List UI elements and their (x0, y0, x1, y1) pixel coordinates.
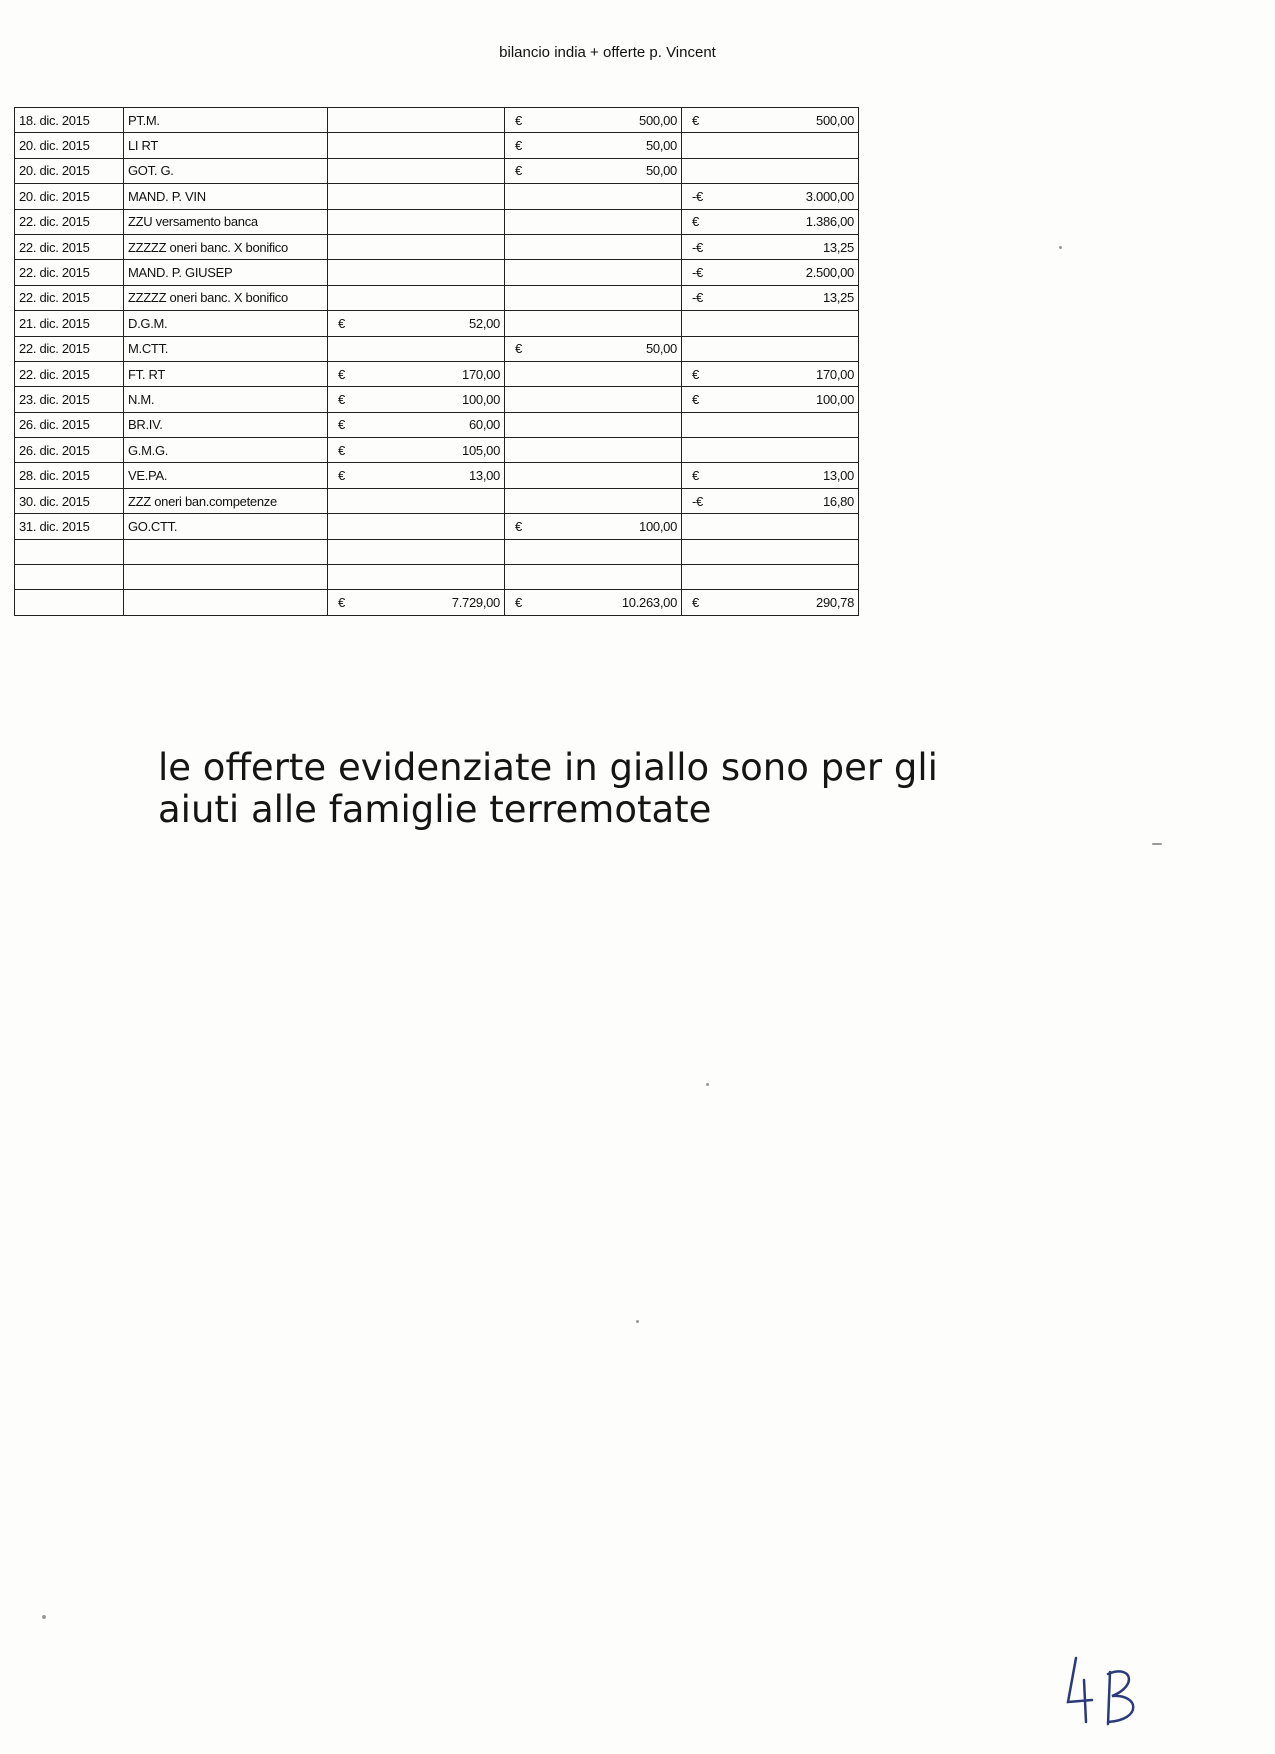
row-description: M.CTT. (124, 336, 328, 361)
currency-symbol: € (692, 595, 699, 611)
amount-cell (328, 565, 505, 590)
currency-symbol: € (692, 366, 699, 382)
currency-symbol: € (515, 112, 522, 128)
amount-cell (505, 108, 682, 133)
row-description: D.G.M. (124, 311, 328, 336)
note-text (158, 747, 938, 831)
row-description: GO.CTT. (124, 514, 328, 539)
amount-cell (328, 234, 505, 259)
amount-value: 10.263,00 (621, 595, 677, 611)
amount-cell (682, 387, 859, 412)
amount-cell (505, 133, 682, 158)
amount-value: 500,00 (816, 112, 854, 128)
row-date: 20. dic. 2015 (15, 184, 124, 209)
amount-cell (682, 260, 859, 285)
amount-cell (682, 488, 859, 513)
ledger-row (15, 336, 859, 361)
amount-cell (328, 539, 505, 564)
amount-value: 7.729,00 (451, 595, 500, 611)
amount-cell (505, 234, 682, 259)
row-description: ZZZZZ oneri banc. X bonifico (124, 234, 328, 259)
amount-cell (505, 438, 682, 463)
ledger-row (15, 209, 859, 234)
amount-cell (328, 285, 505, 310)
ledger-row (15, 260, 859, 285)
amount-value: 16,80 (822, 493, 854, 509)
ledger-row (15, 285, 859, 310)
currency-symbol: -€ (692, 188, 703, 204)
row-date: 20. dic. 2015 (15, 133, 124, 158)
currency-symbol: -€ (692, 290, 703, 306)
ledger-row (15, 539, 859, 564)
currency-symbol: -€ (692, 239, 703, 255)
row-description: MAND. P. GIUSEP (124, 260, 328, 285)
currency-symbol: € (515, 138, 522, 154)
ledger-row (15, 565, 859, 590)
amount-cell (682, 234, 859, 259)
amount-cell (505, 412, 682, 437)
note-line: aiuti alle famiglie terremotate (158, 788, 712, 831)
amount-cell (328, 514, 505, 539)
row-date: 23. dic. 2015 (15, 387, 124, 412)
amount-cell (682, 590, 859, 615)
amount-value: 170,00 (462, 366, 500, 382)
currency-symbol: € (515, 341, 522, 357)
row-description: GOT. G. (124, 158, 328, 183)
amount-value: 13,25 (822, 290, 854, 306)
ledger-row (15, 488, 859, 513)
amount-value: 13,00 (822, 468, 854, 484)
amount-value: 3.000,00 (805, 188, 854, 204)
amount-cell (505, 387, 682, 412)
row-date: 20. dic. 2015 (15, 158, 124, 183)
row-description: FT. RT (124, 361, 328, 386)
amount-cell (328, 336, 505, 361)
row-date: 30. dic. 2015 (15, 488, 124, 513)
amount-value: 290,78 (816, 595, 854, 611)
amount-cell (505, 539, 682, 564)
amount-cell (328, 412, 505, 437)
amount-cell (505, 590, 682, 615)
row-description: N.M. (124, 387, 328, 412)
row-description: MAND. P. VIN (124, 184, 328, 209)
amount-value: 13,00 (468, 468, 500, 484)
amount-value: 1.386,00 (805, 214, 854, 230)
ledger-row (15, 133, 859, 158)
amount-value: 105,00 (462, 442, 500, 458)
amount-cell (682, 336, 859, 361)
document-title: bilancio india + offerte p. Vincent (499, 44, 716, 61)
amount-cell (328, 590, 505, 615)
currency-symbol: € (515, 595, 522, 611)
row-date (15, 565, 124, 590)
ledger-table (14, 107, 859, 616)
row-description: G.M.G. (124, 438, 328, 463)
amount-cell (328, 438, 505, 463)
row-description: ZZU versamento banca (124, 209, 328, 234)
row-description: PT.M. (124, 108, 328, 133)
scan-speck (42, 1615, 46, 1619)
amount-value: 170,00 (816, 366, 854, 382)
amount-cell (328, 387, 505, 412)
amount-cell (505, 463, 682, 488)
amount-cell (328, 133, 505, 158)
amount-cell (505, 158, 682, 183)
row-date: 26. dic. 2015 (15, 438, 124, 463)
currency-symbol: € (338, 315, 345, 331)
amount-value: 100,00 (639, 518, 677, 534)
ledger-body (15, 108, 859, 616)
currency-symbol: € (338, 468, 345, 484)
row-date: 18. dic. 2015 (15, 108, 124, 133)
ledger-row (15, 311, 859, 336)
scan-speck (636, 1320, 639, 1323)
currency-symbol: € (692, 112, 699, 128)
amount-value: 2.500,00 (805, 265, 854, 281)
currency-symbol: € (338, 391, 345, 407)
row-description: VE.PA. (124, 463, 328, 488)
amount-cell (682, 133, 859, 158)
amount-cell (682, 412, 859, 437)
amount-cell (682, 514, 859, 539)
amount-cell (328, 488, 505, 513)
amount-value: 100,00 (462, 391, 500, 407)
currency-symbol: -€ (692, 493, 703, 509)
amount-cell (682, 463, 859, 488)
ledger-row (15, 438, 859, 463)
row-description: BR.IV. (124, 412, 328, 437)
amount-cell (505, 311, 682, 336)
row-date: 31. dic. 2015 (15, 514, 124, 539)
amount-cell (682, 438, 859, 463)
currency-symbol: € (692, 391, 699, 407)
amount-cell (505, 361, 682, 386)
currency-symbol: € (338, 366, 345, 382)
scan-speck (1152, 843, 1162, 845)
row-date: 28. dic. 2015 (15, 463, 124, 488)
row-description: ZZZZZ oneri banc. X bonifico (124, 285, 328, 310)
amount-cell (682, 311, 859, 336)
scan-speck (706, 1083, 709, 1086)
row-date: 21. dic. 2015 (15, 311, 124, 336)
amount-cell (328, 311, 505, 336)
ledger-row (15, 463, 859, 488)
row-date: 26. dic. 2015 (15, 412, 124, 437)
row-description: LI RT (124, 133, 328, 158)
amount-cell (505, 285, 682, 310)
amount-value: 500,00 (639, 112, 677, 128)
amount-cell (328, 361, 505, 386)
ledger-row (15, 387, 859, 412)
amount-value: 50,00 (645, 163, 677, 179)
ledger-row (15, 361, 859, 386)
amount-cell (328, 463, 505, 488)
row-date: 22. dic. 2015 (15, 361, 124, 386)
amount-cell (505, 336, 682, 361)
handwritten-mark-4b (1062, 1650, 1152, 1730)
amount-cell (682, 158, 859, 183)
currency-symbol: € (338, 442, 345, 458)
amount-cell (682, 539, 859, 564)
amount-cell (505, 184, 682, 209)
amount-cell (505, 209, 682, 234)
amount-cell (328, 158, 505, 183)
amount-cell (328, 209, 505, 234)
amount-cell (682, 108, 859, 133)
row-date (15, 539, 124, 564)
amount-value: 50,00 (645, 138, 677, 154)
currency-symbol: € (515, 163, 522, 179)
ledger-row (15, 412, 859, 437)
amount-cell (328, 108, 505, 133)
row-date: 22. dic. 2015 (15, 260, 124, 285)
ledger-row (15, 184, 859, 209)
amount-cell (328, 260, 505, 285)
amount-cell (505, 260, 682, 285)
currency-symbol: -€ (692, 265, 703, 281)
currency-symbol: € (515, 518, 522, 534)
row-date: 22. dic. 2015 (15, 285, 124, 310)
row-date (15, 590, 124, 615)
amount-cell (682, 361, 859, 386)
ledger-row (15, 234, 859, 259)
row-date: 22. dic. 2015 (15, 234, 124, 259)
row-description: ZZZ oneri ban.competenze (124, 488, 328, 513)
amount-cell (682, 285, 859, 310)
amount-cell (682, 565, 859, 590)
currency-symbol: € (692, 468, 699, 484)
amount-value: 60,00 (468, 417, 500, 433)
amount-cell (682, 209, 859, 234)
currency-symbol: € (338, 417, 345, 433)
scan-speck (1059, 246, 1062, 249)
ledger-row (15, 108, 859, 133)
amount-value: 52,00 (468, 315, 500, 331)
row-description (124, 539, 328, 564)
amount-cell (682, 184, 859, 209)
amount-cell (505, 488, 682, 513)
row-date: 22. dic. 2015 (15, 336, 124, 361)
amount-value: 100,00 (816, 391, 854, 407)
amount-cell (328, 184, 505, 209)
currency-symbol: € (692, 214, 699, 230)
note-line: le offerte evidenziate in giallo sono per gli (158, 746, 938, 789)
ledger-row (15, 514, 859, 539)
amount-value: 50,00 (645, 341, 677, 357)
ledger-row (15, 590, 859, 615)
ledger-row (15, 158, 859, 183)
row-description (124, 565, 328, 590)
amount-value: 13,25 (822, 239, 854, 255)
amount-cell (505, 514, 682, 539)
row-description (124, 590, 328, 615)
amount-cell (505, 565, 682, 590)
row-date: 22. dic. 2015 (15, 209, 124, 234)
currency-symbol: € (338, 595, 345, 611)
